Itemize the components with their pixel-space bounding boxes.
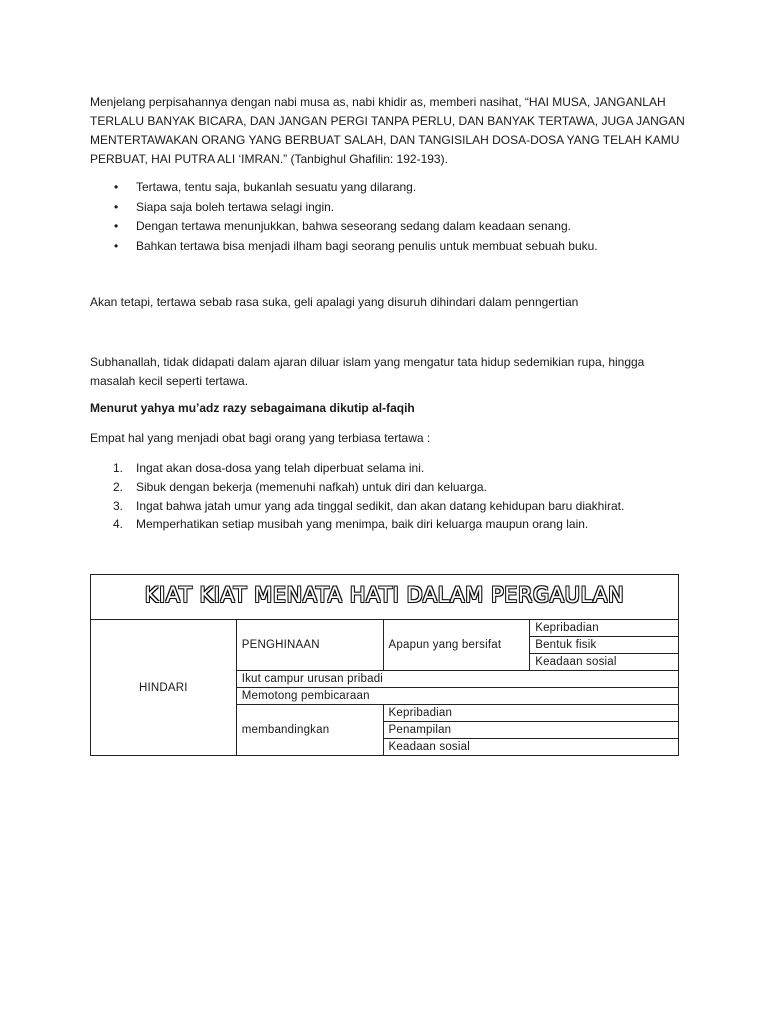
penghinaan-cell [236,620,383,671]
table-cell [383,739,678,756]
list-item [90,515,680,534]
bullet-marker: • [114,219,119,234]
membandingkan-cell [236,705,383,756]
list-item [90,198,680,218]
apapun-label: Apapun yang bersifat [388,639,502,651]
hindari-cell [91,620,237,756]
list-number: 1. [113,461,124,475]
opening-paragraph: Menjelang perpisahannya dengan nabi musa as, nabi khidir as, memberi nasihat, “HAI MUSA, JANGANLAH TERLALU BANYAK BICARA, DAN JANGAN PERGI TANPA PERLU, DAN BANYAK TERTAWA, JUGA JANGAN MENTERTAWAKAN ORANG YANG BERBUAT SALAH, DAN TANGISILAH DOSA-DOSA YANG TELAH KAMU PERBUAT, HAI PUTRA ALI ‘IMRAN.” (Tanbighul Ghafilin: 192-193). [90,95,685,166]
bullet-marker: • [114,238,119,253]
penghinaan-label: PENGHINAAN [241,639,320,651]
paragraph-subhanallah: Subhanallah, tidak didapati dalam ajaran diluar islam yang mengatur tata hidup sedemikian rupa, hingga masalah kecil seperti tertawa. [90,355,645,388]
list-item [90,178,680,198]
paragraph-akan-tetapi: Akan tetapi, tertawa sebab rasa suka, geli apalagi yang disuruh dihindari dalam penngertian [90,295,579,309]
numbered-list [90,459,680,534]
bullet-marker: • [114,180,119,194]
list-item [90,497,680,516]
kiat-table [90,574,679,756]
table-title-cell [91,575,679,620]
apapun-cell [383,620,530,671]
cell-text: Keadaan sosial [388,741,470,753]
list-item-text: Ingat bahwa jatah umur yang ada tinggal sedikit, dan akan datang kehidupan baru diakhirat. [136,498,625,513]
list-item-text: Tertawa, tentu saja, bukanlah sesuatu yang dilarang. [136,180,417,194]
membandingkan-label: membandingkan [241,724,330,736]
list-item [90,217,680,237]
list-number: 2. [113,479,124,494]
list-item [90,237,680,257]
table-cell [383,705,678,722]
intro-line: Empat hal yang menjadi obat bagi orang yang terbiasa tertawa : [90,431,431,445]
list-number: 4. [113,517,124,532]
list-item [90,459,680,478]
section-heading: Menurut yahya mu’adz razy sebagaimana dikutip al-faqih [90,401,415,415]
list-item-text: Ingat akan dosa-dosa yang telah diperbuat selama ini. [136,461,425,475]
cell-text: Bentuk fisik [535,639,597,651]
table-cell [530,620,679,637]
ikut-campur-cell [236,671,678,688]
cell-text: Penampilan [388,724,452,736]
table-cell [383,722,678,739]
cell-text: Ikut campur urusan pribadi [241,673,384,685]
cell-text: Keadaan sosial [535,656,617,668]
cell-text: Memotong pembicaraan [241,690,370,702]
table-cell [530,654,679,671]
hindari-label: HINDARI [139,681,188,694]
list-item-text: Sibuk dengan bekerja (memenuhi nafkah) untuk diri dan keluarga. [136,479,487,494]
list-item-text: Memperhatikan setiap musibah yang menimpa, baik diri keluarga maupun orang lain. [136,517,589,532]
table-title: KIAT KIAT MENATA HATI DALAM PERGAULAN [144,583,625,607]
list-item [90,478,680,497]
cell-text: Kepribadian [388,707,453,719]
list-number: 3. [113,498,124,513]
list-item-text: Siapa saja boleh tertawa selagi ingin. [136,199,335,214]
bullet-list [90,178,680,256]
table-cell [530,637,679,654]
list-item-text: Bahkan tertawa bisa menjadi ilham bagi seorang penulis untuk membuat sebuah buku. [136,238,598,253]
memotong-cell [236,688,678,705]
cell-text: Kepribadian [535,622,599,634]
bullet-marker: • [114,199,119,214]
list-item-text: Dengan tertawa menunjukkan, bahwa seseorang sedang dalam keadaan senang. [136,219,571,234]
